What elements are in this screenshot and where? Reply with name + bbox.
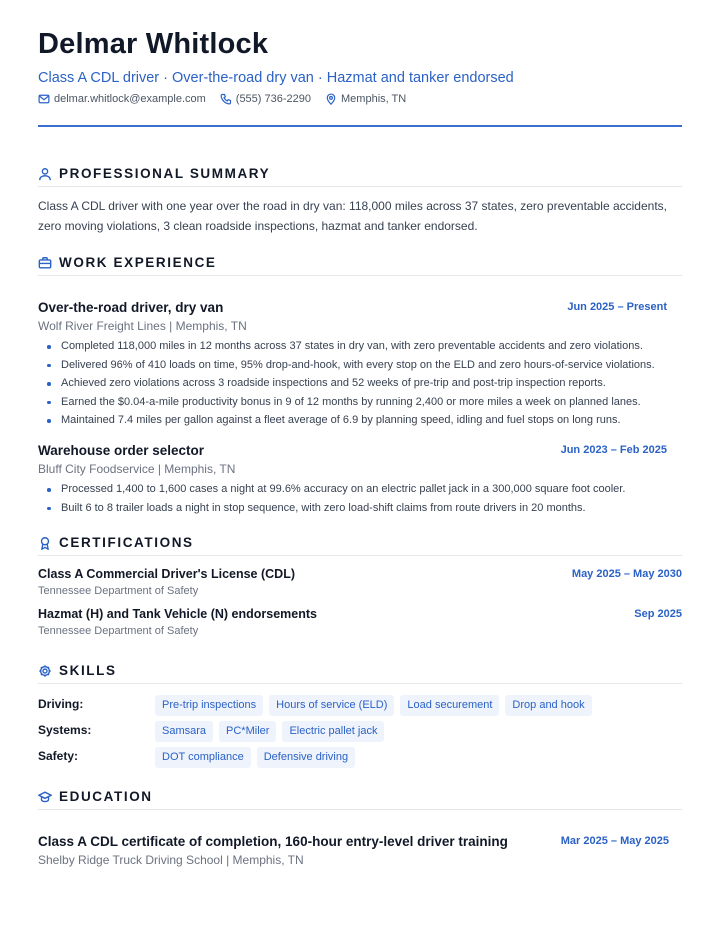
phone-text: (555) 736-2290	[235, 93, 312, 105]
cert-name: Hazmat (H) and Tank Vehicle (N) endorsements	[38, 607, 317, 621]
header-divider	[38, 125, 682, 127]
skill-chip: Samsara	[155, 721, 213, 742]
list-item: Achieved zero violations across 3 roadside inspections and 52 weeks of pre-trip and post-trip inspection reports.	[38, 374, 682, 393]
map-pin-icon	[325, 93, 337, 105]
education-section-header	[38, 788, 682, 810]
section-title: PROFESSIONAL SUMMARY	[59, 166, 271, 181]
skill-label: Driving:	[38, 697, 84, 711]
phone-icon	[220, 93, 232, 105]
contact-location	[325, 93, 406, 105]
list-item: Completed 118,000 miles in 12 months across 37 states in dry van, with zero preventable accidents and zero violations.	[38, 337, 682, 356]
list-item: Built 6 to 8 trailer loads a night in stop sequence, with zero load-shift claims from route drivers in 20 months.	[38, 499, 682, 518]
section-title: SKILLS	[59, 663, 117, 678]
candidate-name: Delmar Whitlock	[38, 28, 269, 60]
candidate-headline: Class A CDL driver · Over-the-road dry van · Hazmat and tanker endorsed	[38, 70, 514, 86]
education-school: Shelby Ridge Truck Driving School | Memphis, TN	[38, 853, 304, 867]
briefcase-icon	[38, 256, 52, 270]
job-bullets	[38, 480, 682, 517]
job-bullets	[38, 337, 682, 430]
list-item: Earned the $0.04-a-mile productivity bonus in 9 of 12 months by running 2,400 or more miles a week on planned lanes.	[38, 393, 682, 412]
contact-line	[38, 93, 420, 105]
education-degree: Class A CDL certificate of completion, 160-hour entry-level driver training	[38, 834, 508, 849]
skill-chips	[155, 695, 598, 716]
skill-chip: Defensive driving	[257, 747, 355, 768]
contact-email[interactable]	[38, 93, 206, 105]
cert-dates: May 2025 – May 2030	[571, 568, 682, 580]
contact-phone[interactable]	[220, 93, 311, 105]
location-text: Memphis, TN	[341, 93, 407, 105]
summary-section-header	[38, 165, 682, 187]
skill-chip: Drop and hook	[505, 695, 591, 716]
skill-chips	[155, 747, 361, 768]
skill-chips	[155, 721, 390, 742]
list-item: Delivered 96% of 410 loads on time, 95% drop-and-hook, with every stop on the ELD and zero hours-of-service violations.	[38, 356, 682, 375]
cert-name: Class A Commercial Driver's License (CDL)	[38, 567, 296, 581]
skill-chip: Hours of service (ELD)	[269, 695, 394, 716]
skill-label: Safety:	[38, 749, 79, 763]
section-title: CERTIFICATIONS	[59, 535, 194, 550]
job-company: Bluff City Foodservice | Memphis, TN	[38, 462, 236, 476]
cert-issuer: Tennessee Department of Safety	[38, 585, 199, 597]
skill-label: Systems:	[38, 723, 92, 737]
user-icon	[38, 167, 52, 181]
job-title: Warehouse order selector	[38, 443, 205, 458]
education-dates: Mar 2025 – May 2025	[560, 835, 669, 847]
job-title: Over-the-road driver, dry van	[38, 300, 224, 315]
job-company: Wolf River Freight Lines | Memphis, TN	[38, 319, 247, 333]
list-item: Maintained 7.4 miles per gallon against a fleet average of 6.9 by planning speed, idling and fuel stops on long runs.	[38, 411, 682, 430]
skill-chip: DOT compliance	[155, 747, 251, 768]
skills-section-header	[38, 662, 682, 684]
skill-chip: PC*Miler	[219, 721, 276, 742]
job-dates: Jun 2023 – Feb 2025	[560, 444, 667, 456]
gear-icon	[38, 664, 52, 678]
mail-icon	[38, 93, 50, 105]
section-title: WORK EXPERIENCE	[59, 255, 217, 270]
skill-chip: Electric pallet jack	[282, 721, 384, 742]
section-title: EDUCATION	[59, 789, 153, 804]
cert-dates: Sep 2025	[634, 608, 682, 620]
skill-row-safety	[38, 747, 682, 769]
graduation-cap-icon	[38, 790, 52, 804]
summary-text: Class A CDL driver with one year over the road in dry van: 118,000 miles across 37 states, zero preventable accidents, zero moving violations, 3 clean roadside inspections, hazmat and tanker endorsed.	[38, 199, 667, 233]
list-item: Processed 1,400 to 1,600 cases a night at 99.6% accuracy on an electric pallet jack in a 300,000 square foot cooler.	[38, 480, 682, 499]
cert-issuer: Tennessee Department of Safety	[38, 625, 199, 637]
job-dates: Jun 2025 – Present	[567, 301, 667, 313]
email-text: delmar.whitlock@example.com	[54, 93, 206, 105]
skill-row-driving	[38, 695, 682, 717]
experience-section-header	[38, 254, 682, 276]
skill-chip: Pre-trip inspections	[155, 695, 263, 716]
award-icon	[38, 536, 52, 550]
certifications-section-header	[38, 534, 682, 556]
skill-row-systems	[38, 721, 682, 743]
skill-chip: Load securement	[400, 695, 499, 716]
